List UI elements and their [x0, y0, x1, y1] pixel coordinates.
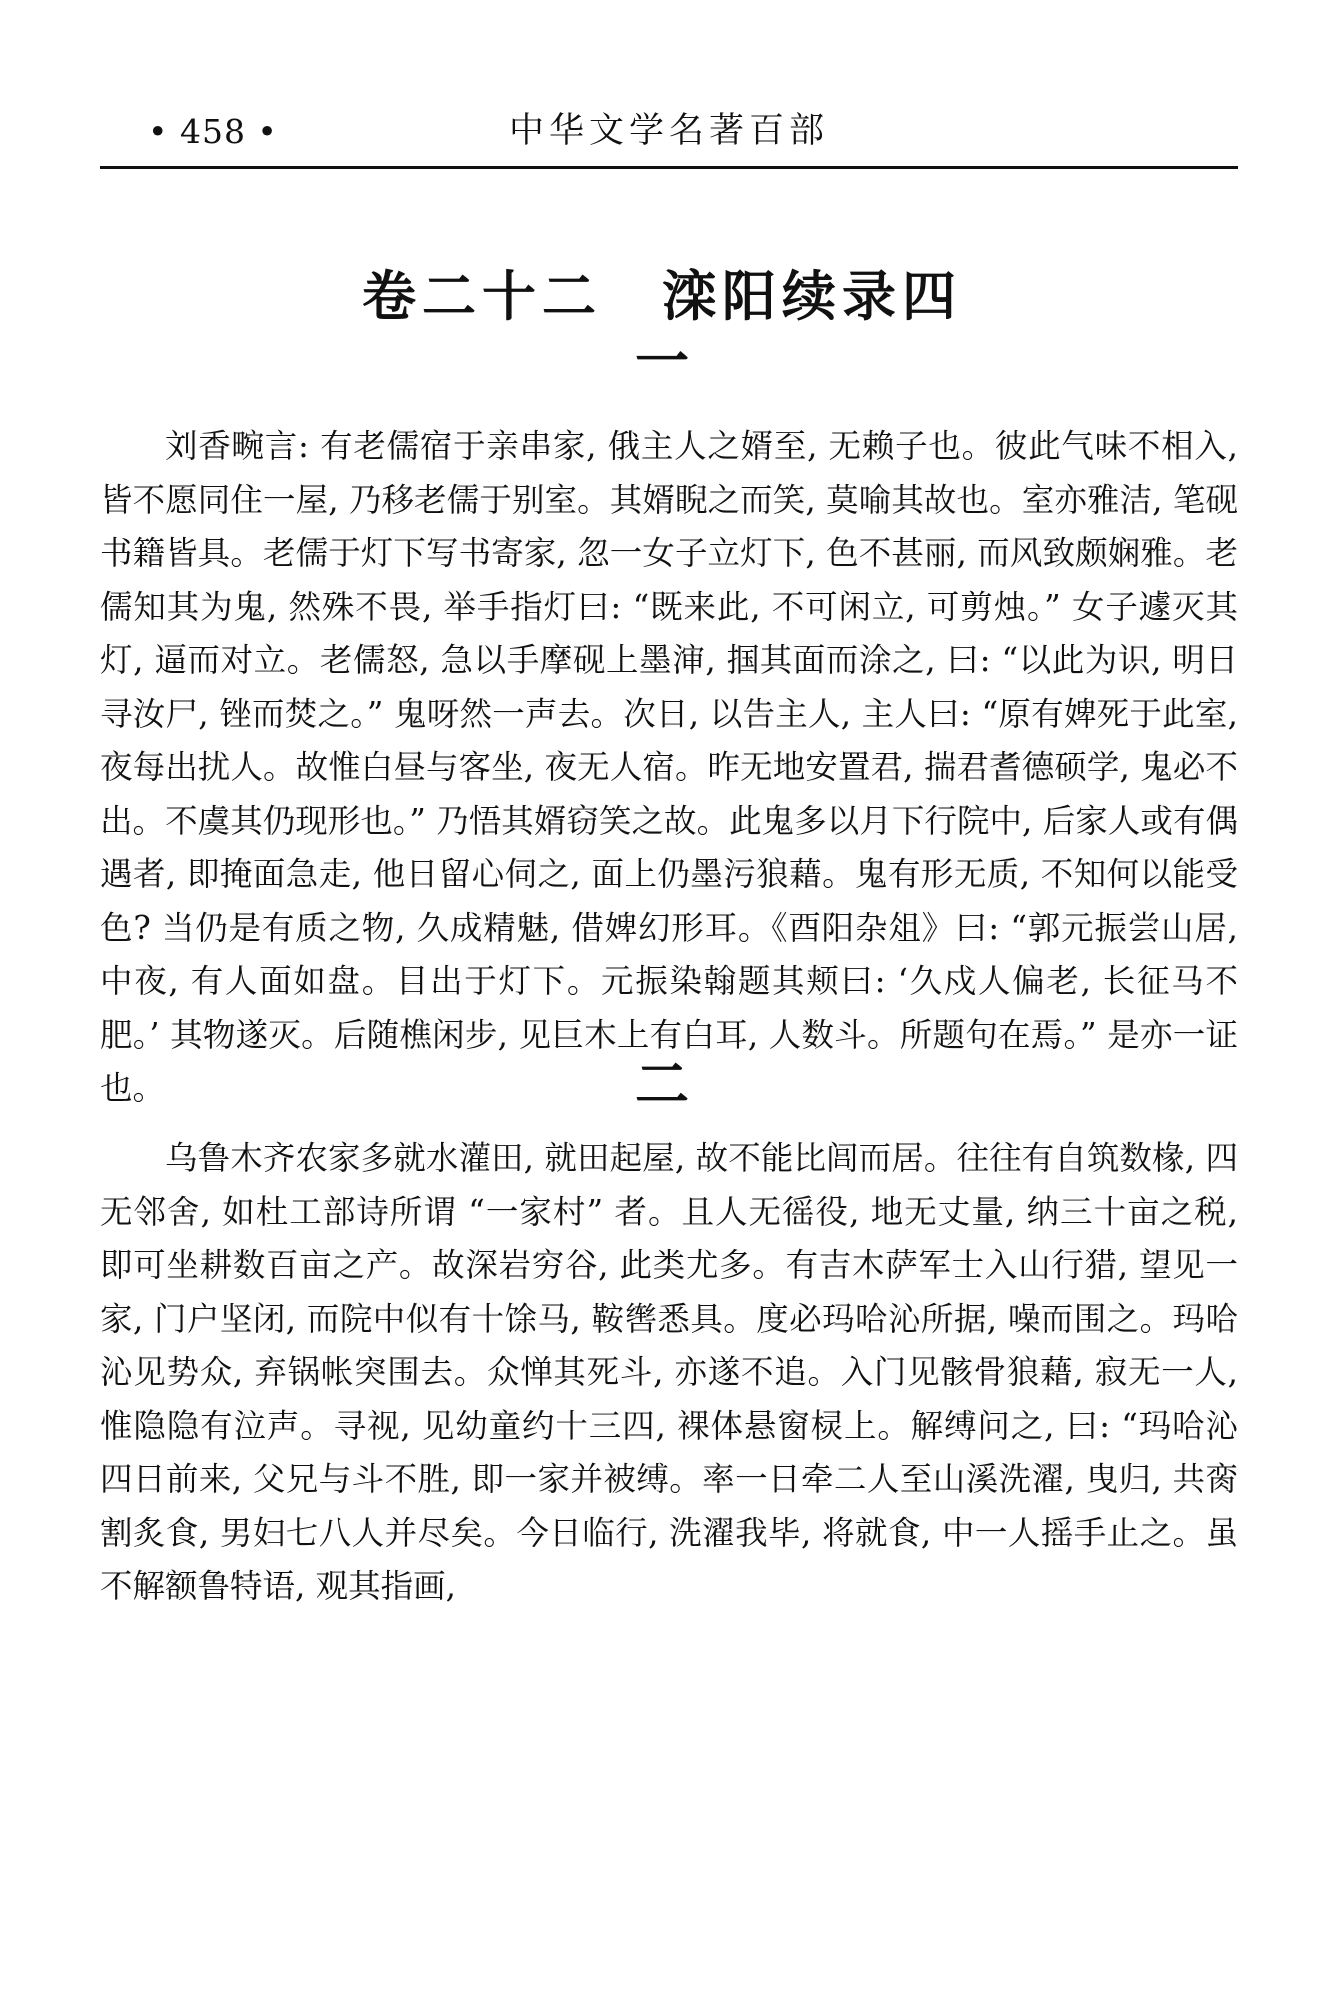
chapter-title: 卷二十二 滦阳续录四 — [362, 265, 962, 328]
section-number-1: 一 — [635, 330, 689, 393]
section-1-paragraph: 刘香畹言: 有老儒宿于亲串家, 俄主人之婿至, 无赖子也。彼此气味不相入, 皆不愿同住一屋, 乃移老儒于别室。其婿睨之而笑, 莫喻其故也。室亦雅洁, 笔砚书籍皆具。老儒于灯下写书寄家, 忽一女子立灯下, 色不甚丽, 而风致颇娴雅。老儒知其为鬼, 然殊不畏, 举手指灯曰: “既来此, 不可闲立, 可剪烛。” 女子遽灭其灯, 逼而对立。老儒怒, 急以手摩砚上墨渖, 掴其面而涂之, 曰: “以此为识, 明日寻汝尸, 锉而焚之。” 鬼呀然一声去。次日, 以告主人, 主人曰: “原有婢死于此室, 夜每出扰人。故惟白昼与客坐, 夜无人宿。昨无地安置君, 揣君耆德硕学, 鬼必不出。不虞其仍现形也。” 乃悟其婿窃笑之故。此鬼多以月下行院中, 后家人或有偶遇者, 即掩面急走, 他日留心伺之, 面上仍墨污狼藉。鬼有形无质, 不知何以能受色? 当仍是有质之物, 久成精魅, 借婢幻形耳。《酉阳杂俎》曰: “郭元振尝山居, 中夜, 有人面如盘。目出于灯下。元振染翰题其颊曰: ‘久戍人偏老, 长征马不肥。’ 其物遂灭。后随樵闲步, 见巨木上有白耳, 人数斗。所题句在焉。” 是亦一证也。 — [100, 427, 1238, 1107]
book-title: 中华文学名著百部 — [508, 111, 829, 151]
section-2-paragraph: 乌鲁木齐农家多就水灌田, 就田起屋, 故不能比闾而居。往往有自筑数椽, 四无邻舍, 如杜工部诗所谓 “一家村” 者。且人无徭役, 地无丈量, 纳三十亩之税, 即可坐耕数百亩之产。故深岩穷谷, 此类尤多。有吉木萨军士入山行猎, 望见一家, 门户坚闭, 而院中似有十馀马, 鞍辔悉具。度必玛哈沁所据, 噪而围之。玛哈沁见势众, 弃锅帐突围去。众惮其死斗, 亦遂不追。入门见骸骨狼藉, 寂无一人, 惟隐隐有泣声。寻视, 见幼童约十三四, 裸体悬窗棂上。解缚问之, 曰: “玛哈沁四日前来, 父兄与斗不胜, 即一家并被缚。率一日牵二人至山溪洗濯, 曳归, 共脔割炙食, 男妇七八人并尽矣。今日临行, 洗濯我毕, 将就食, 中一人摇手止之。虽不解额鲁特语, 观其指画, — [100, 1139, 1238, 1605]
running-header — [100, 104, 1238, 169]
page-number: • 458 • — [148, 112, 278, 151]
section-number-2: 二 — [635, 1053, 689, 1116]
